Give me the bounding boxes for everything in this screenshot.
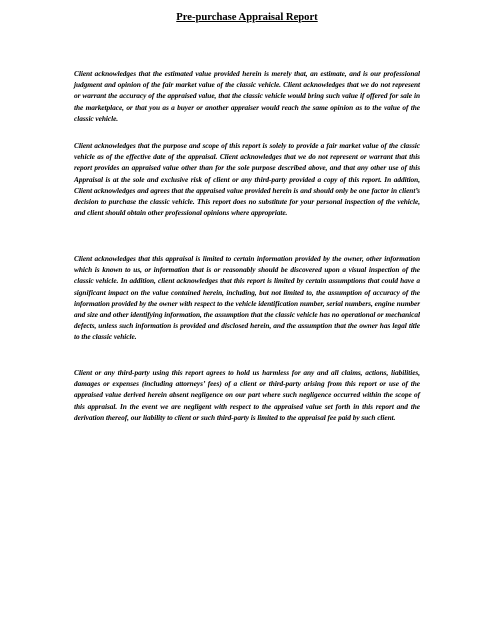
paragraph-limitations: Client acknowledges that this appraisal is limited to certain information provided by the owner, other information which is known to us, or information that is or reasonably should be discovered upon a visual inspection of the classic vehicle. In addition, client acknowledges that this report is limited by certain assumptions that could have a significant impact on the value contained herein, including, but not limited to, the assumption of accuracy of the information provided by the owner with respect to the vehicle identification number, serial numbers, engine number and size and other identifying information, the assumption that the classic vehicle has no operational or mechanical defects, unless such information is provided and disclosed herein, and the assumption that the owner has legal title to the classic vehicle. xyxy=(74,254,420,342)
paragraph-hold-harmless: Client or any third-party using this report agrees to hold us harmless for any and all claims, actions, liabilities, damages or expenses (including attorneys’ fees) of a client or third-party arising from this report or use of the appraised value derived herein absent negligence on our part where such negligence occurred within the scope of this appraisal. In the event we are negligent with respect to the appraised value set forth in this report and the derivation thereof, our liability to client or such third-party is limited to the appraisal fee paid by such client. xyxy=(74,368,420,422)
paragraph-purpose-scope: Client acknowledges that the purpose and scope of this report is solely to provide a fair market value of the classic vehicle as of the effective date of the appraisal. Client acknowledges that we do not represent or warrant that this report provides an appraised value other than for the sole purpose described above, and that any other use of this Appraisal is at the sole and exclusive risk of client or any third-party provided a copy of this report. In addition, Client acknowledges and agrees that the appraised value provided herein is and should only be one factor in client’s decision to purchase the classic vehicle. This report does no substitute for your personal inspection of the vehicle, and client should obtain other professional opinions where appropriate. xyxy=(74,141,420,218)
paragraph-estimated-value: Client acknowledges that the estimated value provided herein is merely that, an estimate, and is our professional judgment and opinion of the fair market value of the classic vehicle. Client acknowledges that we do not represent or warrant the accuracy of the appraised value, that the classic vehicle would bring such value if offered for sale in the marketplace, or that you as a buyer or another appraiser would reach the same opinion as to the value of the classic vehicle. xyxy=(74,69,420,123)
page-title: Pre-purchase Appraisal Report xyxy=(176,12,318,23)
